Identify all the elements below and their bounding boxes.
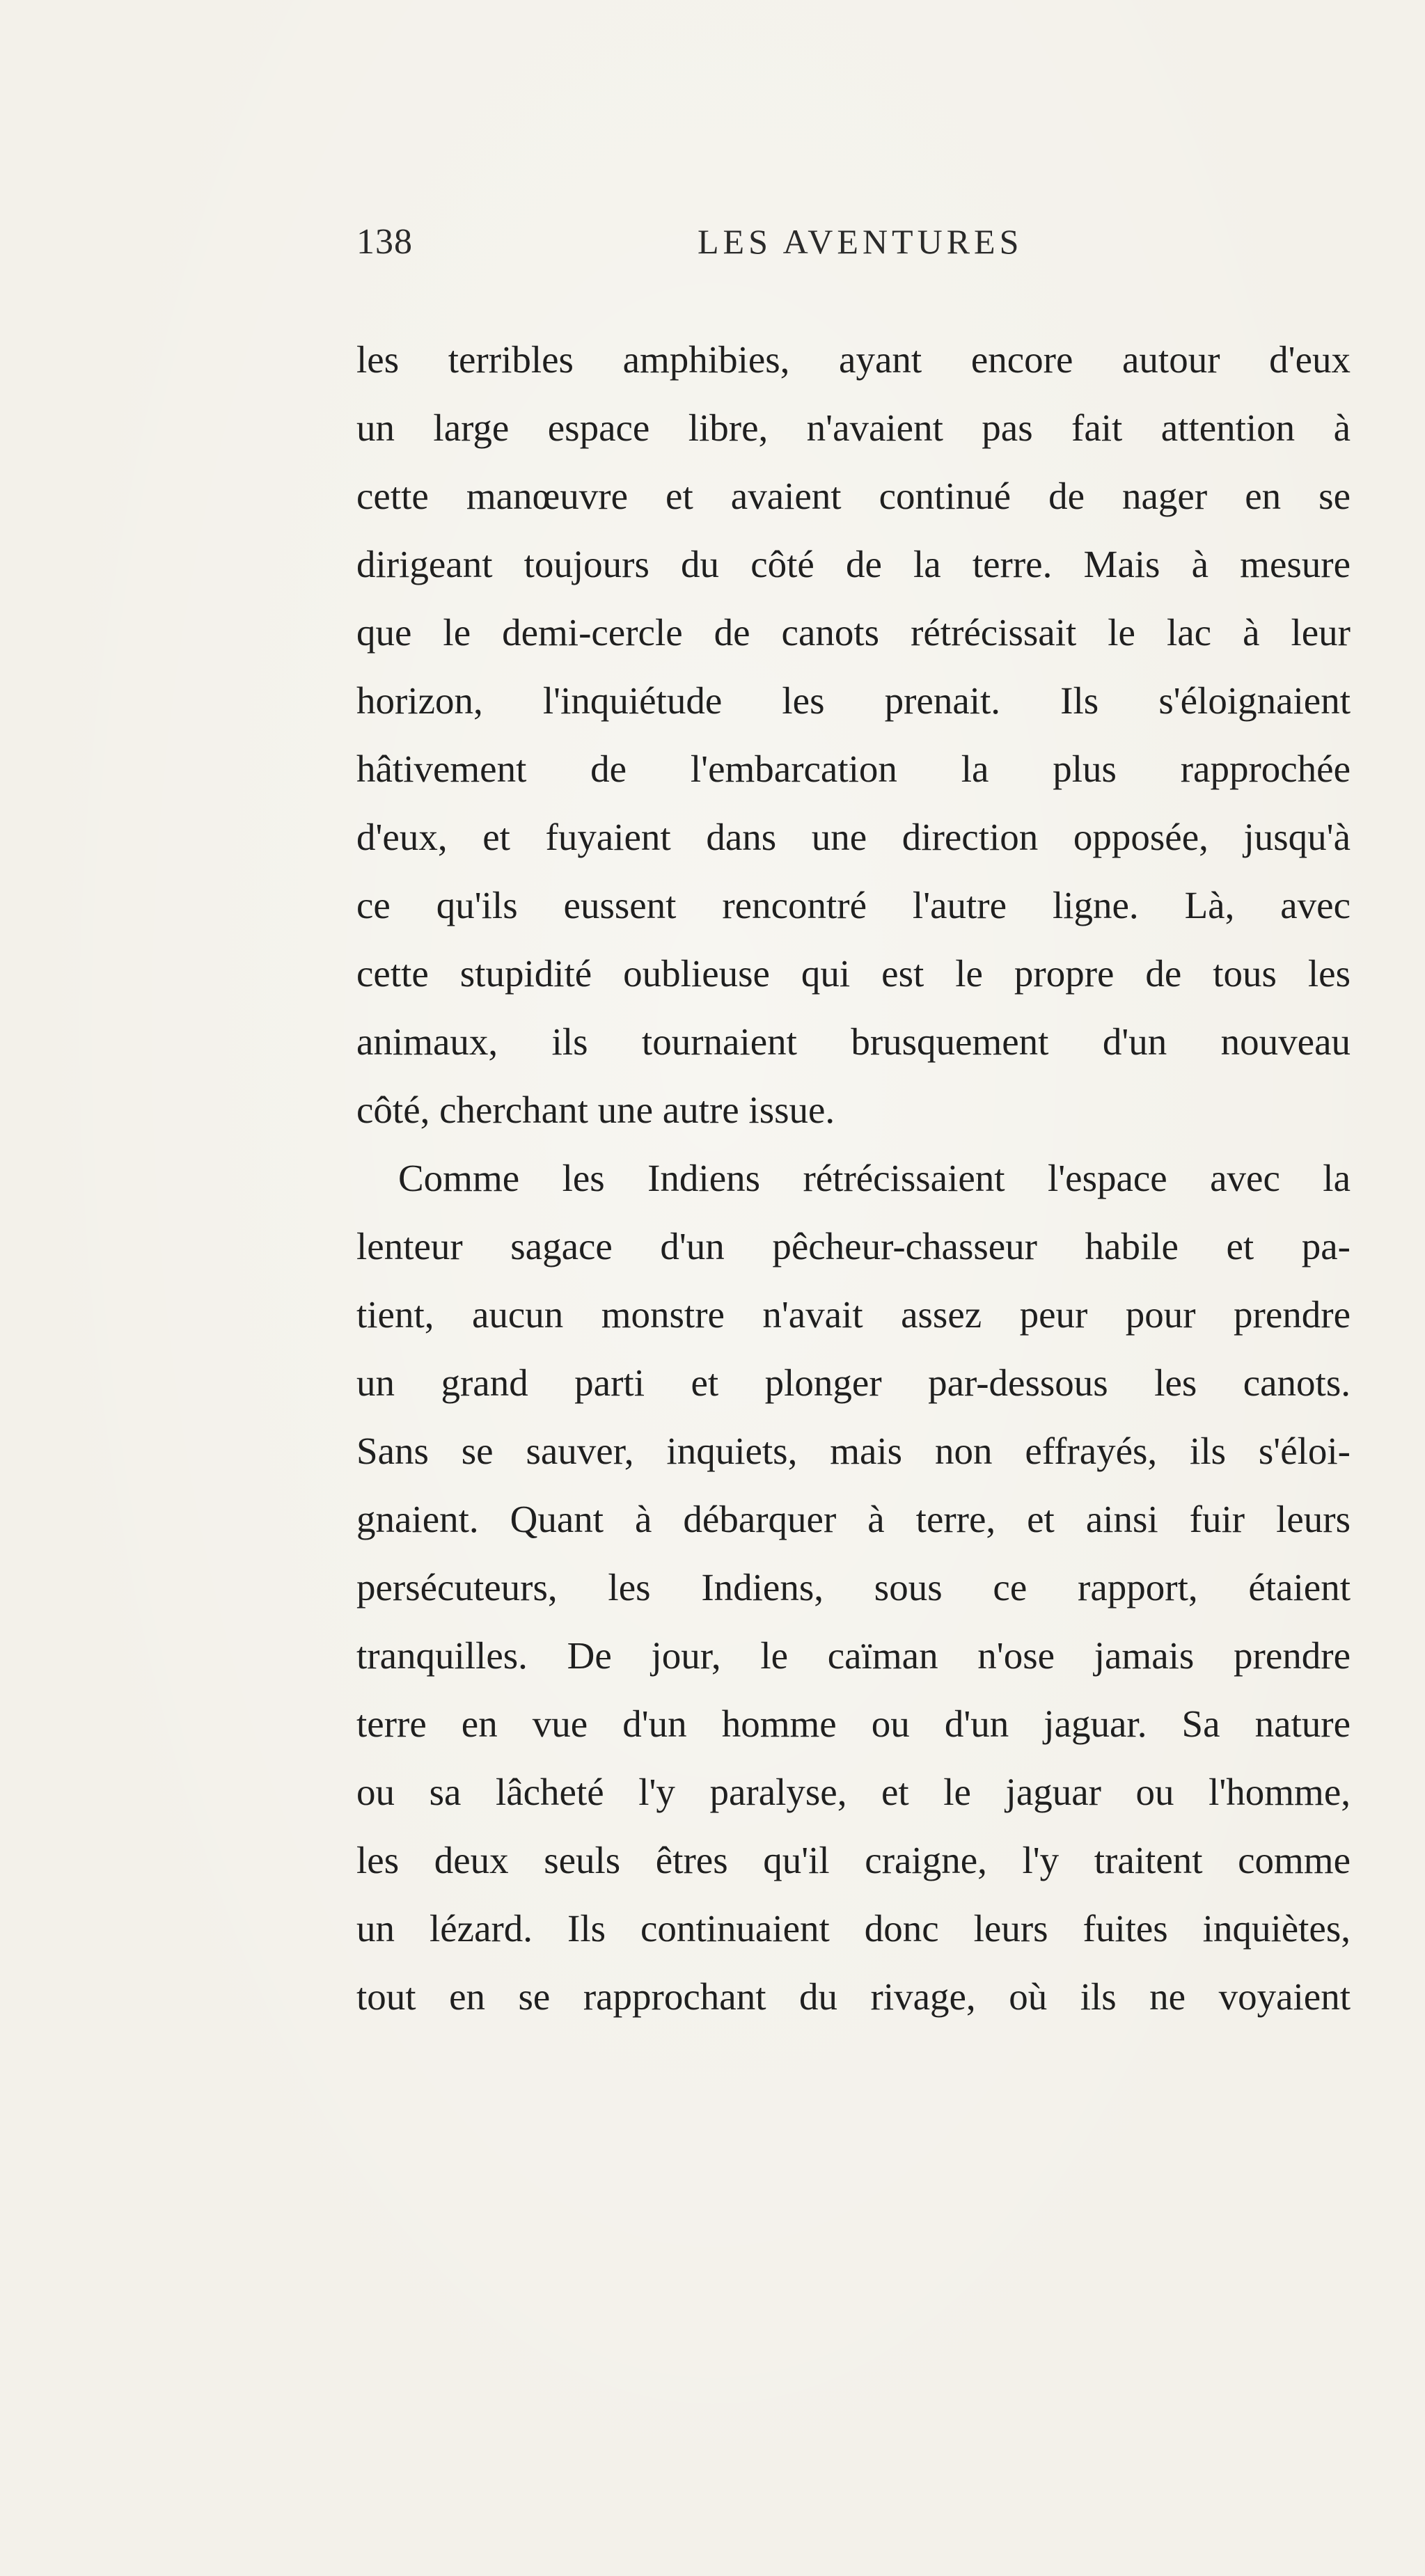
text-line: les terribles amphibies, ayant encore autour d'eux: [356, 338, 1351, 381]
text-line: un grand parti et plonger par-dessous les canots.: [356, 1361, 1351, 1404]
page-number: 138: [356, 222, 413, 262]
text-line: ce qu'ils eussent rencontré l'autre ligne. Là, avec: [356, 884, 1351, 926]
text-line: que le demi-cercle de canots rétrécissait le lac à leur: [356, 611, 1351, 654]
text-line: cette stupidité oublieuse qui est le propre de tous les: [356, 952, 1351, 995]
text-line: lenteur sagace d'un pêcheur-chasseur habile et pa-: [356, 1225, 1351, 1267]
text-line: horizon, l'inquiétude les prenait. Ils s'éloignaient: [356, 679, 1351, 722]
text-line: persécuteurs, les Indiens, sous ce rapport, étaient: [356, 1566, 1351, 1609]
text-line: un lézard. Ils continuaient donc leurs fuites inquiètes,: [356, 1907, 1351, 1950]
text-line: cette manœuvre et avaient continué de nager en se: [356, 475, 1351, 517]
body-text: [356, 326, 1351, 2031]
text-line: Sans se sauver, inquiets, mais non effrayés, ils s'éloi-: [356, 1430, 1351, 1472]
text-line: ou sa lâcheté l'y paralyse, et le jaguar ou l'homme,: [356, 1771, 1351, 1813]
text-line-paragraph-end: côté, cherchant une autre issue.: [356, 1089, 835, 1131]
text-line: tout en se rapprochant du rivage, où ils ne voyaient: [356, 1975, 1351, 2018]
text-line: les deux seuls êtres qu'il craigne, l'y traitent comme: [356, 1839, 1351, 1881]
text-line: terre en vue d'un homme ou d'un jaguar. Sa nature: [356, 1702, 1351, 1745]
text-line: hâtivement de l'embarcation la plus rapprochée: [356, 748, 1351, 790]
text-line: d'eux, et fuyaient dans une direction opposée, jusqu'à: [356, 816, 1351, 858]
text-line: animaux, ils tournaient brusquement d'un nouveau: [356, 1020, 1351, 1063]
text-line: dirigeant toujours du côté de la terre. Mais à mesure: [356, 543, 1351, 585]
text-line: gnaient. Quant à débarquer à terre, et ainsi fuir leurs: [356, 1498, 1351, 1540]
running-head: [356, 221, 1366, 277]
text-line: un large espace libre, n'avaient pas fait attention à: [356, 406, 1351, 449]
text-line-paragraph-start: Comme les Indiens rétrécissaient l'espace avec la: [398, 1157, 1351, 1199]
running-title: LES AVENTURES: [698, 222, 1023, 261]
text-line: tranquilles. De jour, le caïman n'ose jamais prendre: [356, 1634, 1351, 1677]
text-line: tient, aucun monstre n'avait assez peur pour prendre: [356, 1293, 1351, 1336]
